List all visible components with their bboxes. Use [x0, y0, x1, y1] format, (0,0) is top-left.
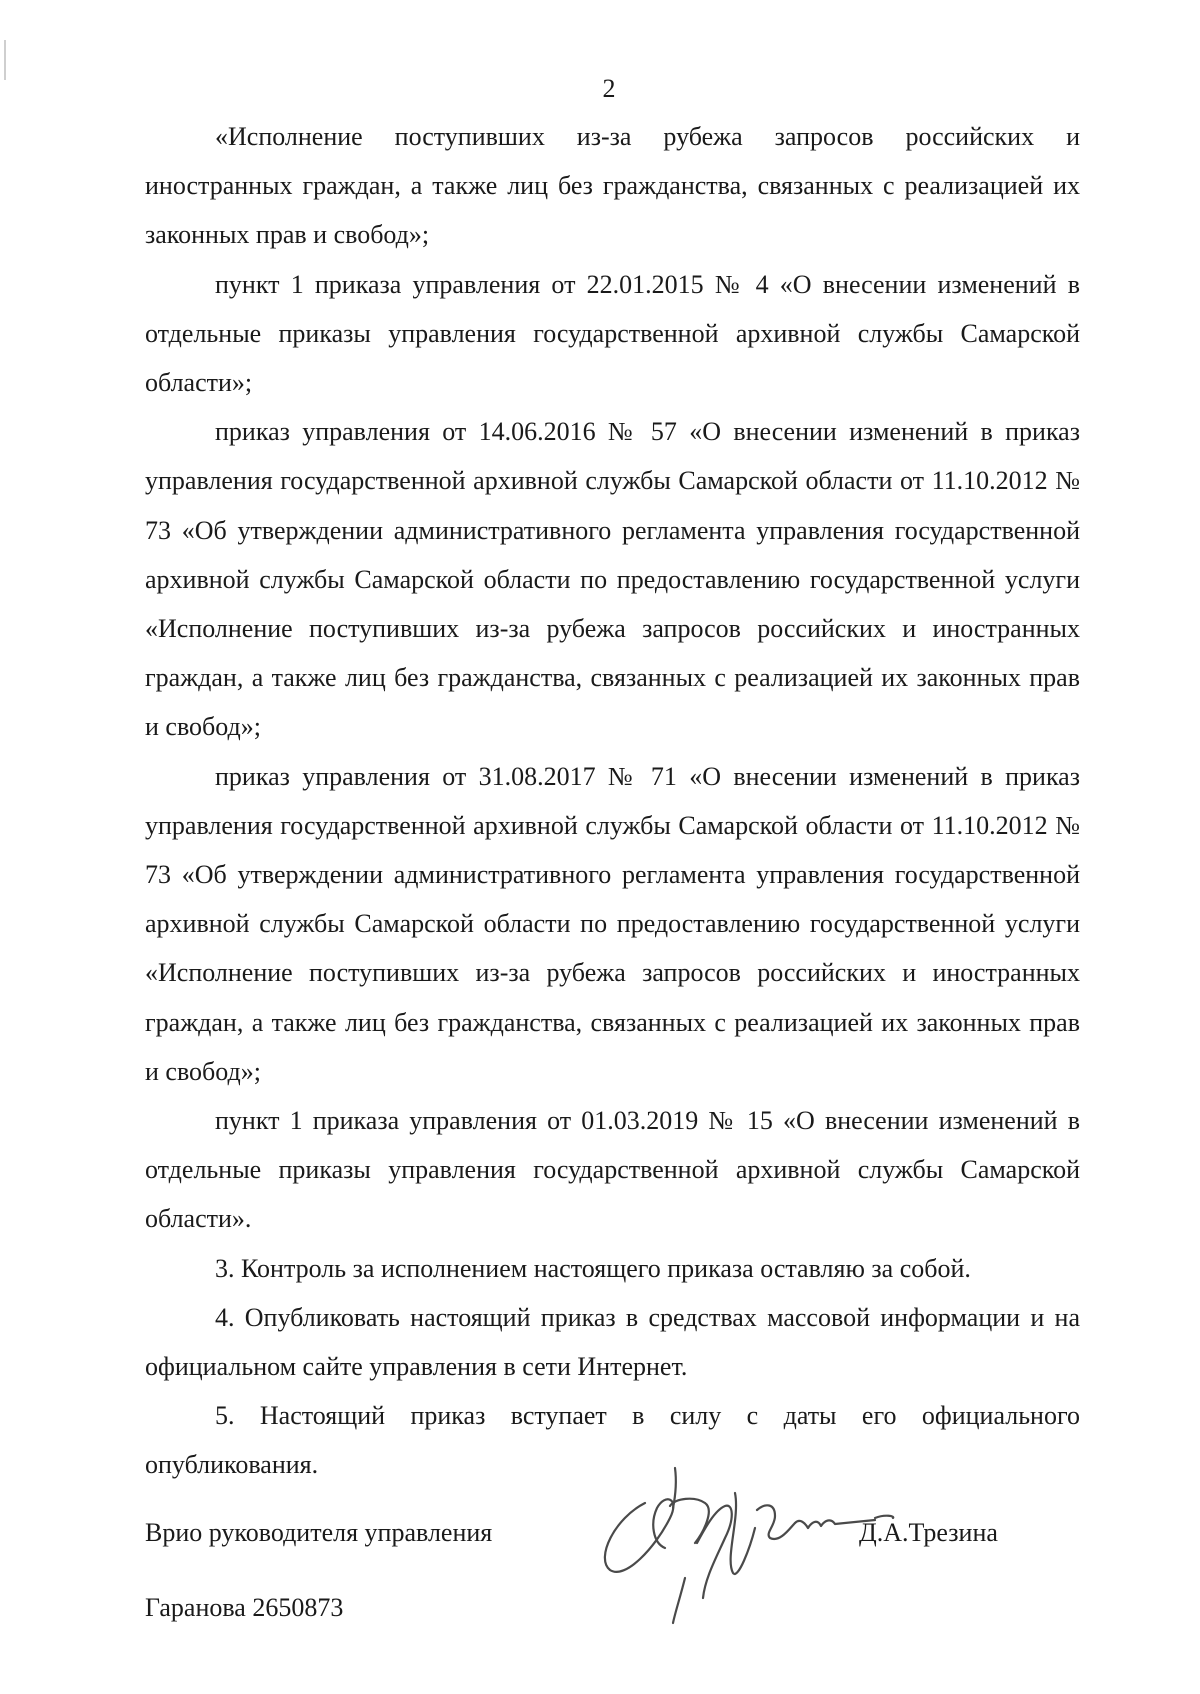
paragraph-5: пункт 1 приказа управления от 01.03.2019 № 15 «О внесении изменений в отдельные приказы управления государственной архивной службы Самарской области». — [145, 1106, 1080, 1234]
paragraph-1: «Исполнение поступивших из-за рубежа запросов российских и иностранных граждан, а также лиц без гражданства, связанных с реализацией их законных прав и свобод»; — [145, 122, 1080, 250]
paragraph-6: 3. Контроль за исполнением настоящего приказа оставляю за собой. — [215, 1253, 971, 1283]
paragraph-8: 5. Настоящий приказ вступает в силу с даты его официального опубликования. — [145, 1401, 1080, 1480]
executor-contact: Гаранова 2650873 — [145, 1593, 344, 1622]
page-number: 2 — [602, 74, 616, 103]
paragraph-7: 4. Опубликовать настоящий приказ в средствах массовой информации и на официальном сайте управления в сети Интернет. — [145, 1302, 1080, 1382]
paragraph-3: приказ управления от 14.06.2016 № 57 «О внесении изменений в приказ управления государственной архивной службы Самарской области от 11.10.2012 № 73 «Об утверждении административного регламента управления государственной архивной службы Самарской области по предоставлению государственной услуги «Исполнение поступивших из-за рубежа запросов российских и иностранных граждан, а также лиц без гражданства, связанных с реализацией их законных прав и свобод»; — [145, 417, 1080, 742]
paragraph-2: пункт 1 приказа управления от 22.01.2015 № 4 «О внесении изменений в отдельные приказы управления государственной архивной службы Самарской области»; — [145, 269, 1080, 398]
signer-title: Врио руководителя управления — [145, 1518, 493, 1547]
paragraph-4: приказ управления от 31.08.2017 № 71 «О внесении изменений в приказ управления государственной архивной службы Самарской области от 11.10.2012 № 73 «Об утверждении административного регламента управления государственной архивной службы Самарской области по предоставлению государственной услуги «Исполнение поступивших из-за рубежа запросов российских и иностранных граждан, а также лиц без гражданства, связанных с реализацией их законных прав и свобод»; — [145, 761, 1080, 1086]
handwritten-signature — [575, 1448, 895, 1628]
signer-name: Д.А.Трезина — [859, 1518, 998, 1547]
signature-block — [145, 1508, 1080, 1578]
document-body — [145, 112, 1080, 1490]
